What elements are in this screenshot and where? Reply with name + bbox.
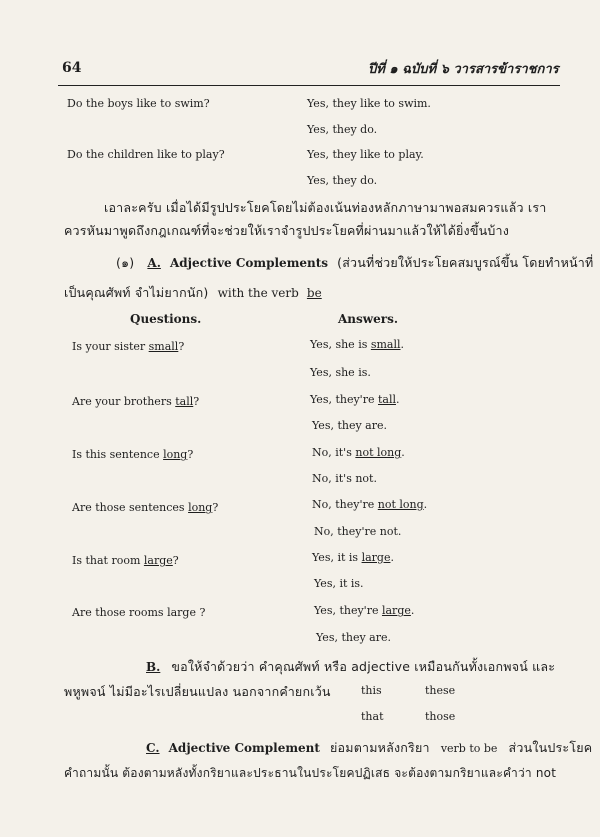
section-c-text: ส่วนในประโยค bbox=[508, 740, 593, 755]
question: Are your brothers tall? bbox=[72, 395, 200, 408]
journal-title: ปีที่ ๑ ฉบับที่ ๖ วารสารข้าราชการ bbox=[368, 62, 559, 77]
question: Is that room large? bbox=[72, 554, 179, 567]
section-thai-note-cont: เป็นคุณศัพท์ จำไม่ยากนัก) bbox=[64, 285, 209, 300]
short-answer: Yes, it is. bbox=[314, 577, 364, 590]
drill-short-answer: Yes, they do. bbox=[307, 174, 378, 187]
section-b-line: พหูพจน์ ไม่มีอะไรเปลี่ยนแปลง นอกจากคำยกเว้น bbox=[64, 684, 331, 699]
answer: Yes, they're large. bbox=[314, 604, 415, 617]
page-number: 64 bbox=[62, 60, 82, 76]
short-answer: Yes, she is. bbox=[310, 366, 371, 379]
drill-question: Do the children like to play? bbox=[67, 148, 225, 161]
answer: Yes, she is small. bbox=[310, 338, 405, 351]
section-b-text: ขอให้จำด้วยว่า คำคุณศัพท์ หรือ adjective เหมือนกันทั้งเอกพจน์ และ bbox=[171, 659, 556, 674]
drill-question: Do the boys like to swim? bbox=[67, 97, 210, 110]
section-verb: be bbox=[306, 286, 322, 300]
section-a-heading-cont bbox=[64, 282, 322, 303]
short-answer: Yes, they are. bbox=[316, 631, 392, 644]
section-title: Adjective Complement bbox=[168, 741, 320, 755]
question: Are those sentences long? bbox=[72, 501, 219, 514]
section-c-english: verb to be bbox=[440, 742, 498, 755]
section-title: Adjective Complements bbox=[169, 256, 329, 270]
section-c-line bbox=[146, 737, 592, 758]
short-answer: Yes, they are. bbox=[312, 419, 388, 432]
word-this: this bbox=[361, 684, 382, 697]
answer: No, it's not long. bbox=[312, 446, 405, 459]
question: Is this sentence long? bbox=[72, 448, 194, 461]
question: Is your sister small? bbox=[72, 340, 185, 353]
drill-short-answer: Yes, they do. bbox=[307, 123, 378, 136]
word-those: those bbox=[425, 710, 456, 723]
question: Are those rooms large ? bbox=[72, 606, 206, 619]
section-tail: with the verb bbox=[217, 286, 299, 300]
section-letter: A. bbox=[147, 256, 161, 270]
section-letter: C. bbox=[146, 741, 160, 755]
section-c-text: ย่อมตามหลังกริยา bbox=[330, 740, 430, 755]
drill-answer: Yes, they like to swim. bbox=[307, 97, 431, 110]
answer: No, they're not long. bbox=[312, 498, 428, 511]
intro-paragraph-line: เอาละครับ เมื่อได้มีรูปประโยคโดยไม่ต้องเน้นท่องหลักภาษามาพอสมควรแล้ว เรา bbox=[104, 200, 547, 215]
short-answer: No, they're not. bbox=[314, 525, 402, 538]
section-a-heading bbox=[116, 252, 593, 273]
word-these: these bbox=[425, 684, 456, 697]
drill-answer: Yes, they like to play. bbox=[307, 148, 424, 161]
answer: Yes, it is large. bbox=[312, 551, 394, 564]
section-thai-note: (ส่วนที่ช่วยให้ประโยคสมบูรณ์ขึ้น โดยทำหน้าที่ bbox=[337, 255, 594, 270]
section-number: (๑) bbox=[116, 255, 135, 270]
answers-header: Answers. bbox=[338, 312, 399, 326]
answer: Yes, they're tall. bbox=[310, 393, 400, 406]
short-answer: No, it's not. bbox=[312, 472, 377, 485]
section-b-line bbox=[146, 656, 555, 677]
header-rule bbox=[58, 85, 560, 86]
word-that: that bbox=[361, 710, 384, 723]
section-letter: B. bbox=[146, 660, 161, 674]
intro-paragraph-line: ควรหันมาพูดถึงกฎเกณฑ์ที่จะช่วยให้เราจำรูปประโยคที่ผ่านมาแล้วให้ได้ยิ่งขึ้นบ้าง bbox=[64, 223, 509, 238]
questions-header: Questions. bbox=[130, 312, 202, 326]
section-c-line: คำถามนั้น ต้องตามหลังทั้งกริยาและประธานในประโยคปฏิเสธ จะต้องตามกริยาและคำว่า not bbox=[64, 766, 557, 780]
